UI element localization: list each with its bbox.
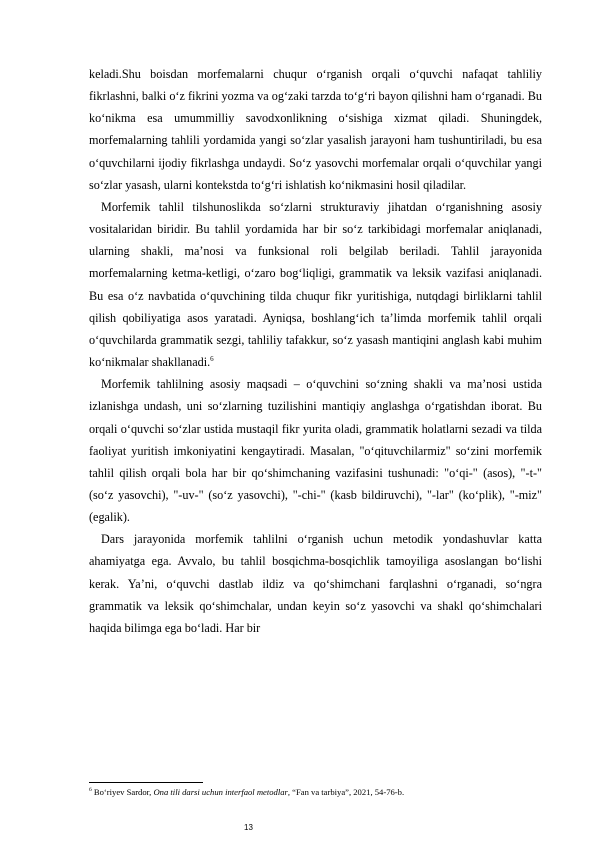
footnote-divider [89,782,203,783]
paragraph-4 [89,528,542,639]
paragraph-3 [89,373,542,528]
paragraph-1-text: keladi.Shu boisdan morfemalarni chuqur o‘rganish orqali o‘quvchi nafaqat tahliliy fikrlashni, balki o‘z fikrini yozma va og‘zaki tarzda to‘g‘ri bayon qilishni ham o‘rganadi. Bu ko‘nikma esa umummilliy savodxonlikning o‘sishiga xizmat qiladi. Shuningdek, morfemalarning tahlili yordamida yangi so‘zlar yasalish jarayoni ham tushuntiriladi, bu esa o‘quvchilarni ijodiy fikrlashga undaydi. So‘z yasovchi morfemalar orqali o‘quvchilar yangi so‘zlar yasash, ularni kontekstda to‘g‘ri ishlatish ko‘nikmasini hosil qiladilar. [89,67,542,192]
footnote [89,787,549,798]
page-number: 13 [244,823,253,832]
paragraph-3-text: Morfemik tahlilning asosiy maqsadi – o‘quvchini so‘zning shakli va ma’nosi ustida izlanishga undash, uni so‘zlarning tuzilishini mantiqiy anglashga o‘rgatishdan iborat. Bu orqali o‘quvchi so‘zlar ustida mustaqil fikr yurita oladi, grammatik holatlarni sezadi va tilda faoliyat yuritish imkoniyatini kengaytiradi. Masalan, "o‘qituvchilarmiz" so‘zini morfemik tahlil qilish orqali bola har bir qo‘shimchaning vazifasini tushunadi: "o‘qi-" (asos), "-t-" (so‘z yasovchi), "-uv-" (so‘z yasovchi), "-chi-" (kasb bildiruvchi), "-lar" (ko‘plik), "-miz" (egalik). [89,377,542,525]
page-body [89,63,542,639]
footnote-publication: , “Fan va tarbiya”, 2021, 54-76-b. [287,787,405,797]
paragraph-4-text: Dars jarayonida morfemik tahlilni o‘rganish uchun metodik yondashuvlar katta ahamiyatga ega. Avvalo, bu tahlil bosqichma-bosqichlik tamoyiliga asoslangan bo‘lishi kerak. Ya’ni, o‘quvchi dastlab ildiz va qo‘shimchani farqlashni o‘rganadi, so‘ngra grammatik va leksik qo‘shimchalar, undan keyin so‘z yasovchi va shakl qo‘shimchalari haqida bilimga ega bo‘ladi. Har bir [89,532,542,635]
footnote-title: Ona tili darsi uchun interfaol metodlar [153,787,288,797]
footnote-number: 6 [89,787,92,794]
paragraph-2-text: Morfemik tahlil tilshunoslikda so‘zlarni strukturaviy jihatdan o‘rganishning asosiy vositalaridan biridir. Bu tahlil yordamida har bir so‘z tarkibidagi morfemalar aniqlanadi, ularning shakli, ma’nosi va funksional roli belgilab beriladi. Tahlil jarayonida morfemalarning ketma-ketligi, o‘zaro bog‘liqligi, grammatik va leksik vazifasi aniqlanadi. Bu esa o‘z navbatida o‘quvchining tilda chuqur fikr yuritishiga, nutqdagi birliklarni tahlil qilish qobiliyatiga asos yaratadi. Ayniqsa, boshlang‘ich ta’limda morfemik tahlil orqali o‘quvchilarda grammatik sezgi, tahliliy tafakkur, so‘z yasash mantiqini anglash kabi muhim ko‘nikmalar shakllanadi. [89,199,542,370]
paragraph-2 [89,196,542,373]
footnote-author: Bo‘riyev Sardor, [93,787,154,797]
paragraph-1 [89,63,542,196]
footnote-reference[interactable]: 6 [210,354,214,363]
